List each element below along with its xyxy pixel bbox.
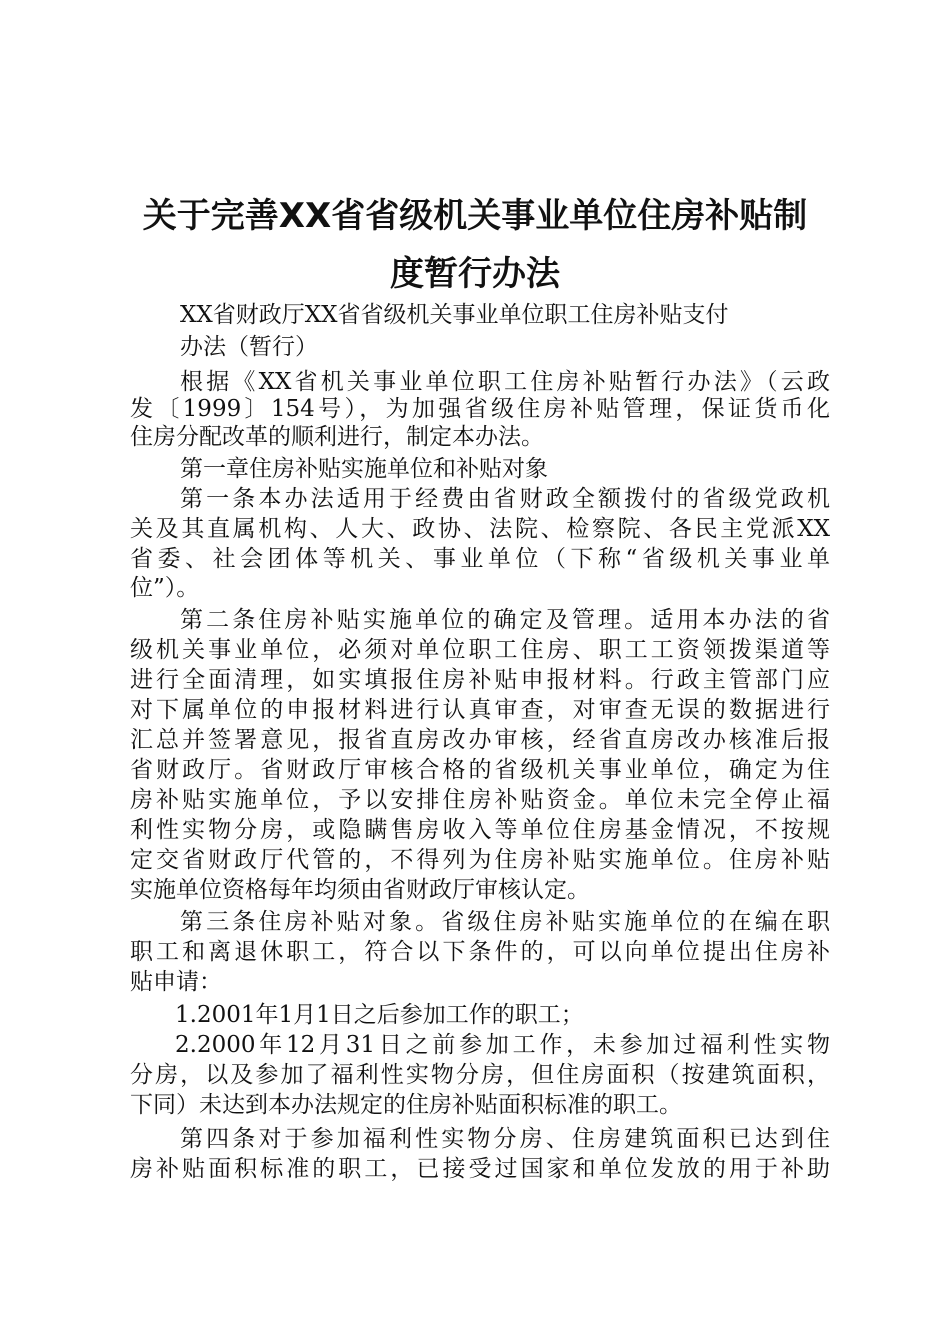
- paragraph-line: 省委、社会团体等机关、事业单位（下称“省级机关事业单: [130, 546, 830, 572]
- paragraph-line: 对下属单位的申报材料进行认真审查，对审查无误的数据进行: [130, 697, 830, 723]
- paragraph-line: 实施单位资格每年均须由省财政厅审核认定。: [130, 877, 590, 903]
- paragraph-line: 根据《XX省机关事业单位职工住房补贴暂行办法》（云政: [180, 369, 830, 395]
- subtitle-line-1: XX省财政厅XX省省级机关事业单位职工住房补贴支付: [180, 302, 729, 328]
- paragraph-line: 第二条住房补贴实施单位的确定及管理。适用本办法的省: [180, 607, 830, 633]
- paragraph-line: 汇总并签署意见，报省直房改办审核，经省直房改办核准后报: [130, 727, 830, 753]
- paragraph-line: 利性实物分房，或隐瞒售房收入等单位住房基金情况，不按规: [130, 817, 830, 843]
- document-title-line-1: 关于完善XX省省级机关事业单位住房补贴制: [142, 196, 808, 236]
- paragraph-line: 省财政厅。省财政厅审核合格的省级机关事业单位，确定为住: [130, 757, 830, 783]
- paragraph-line: 贴申请：: [130, 969, 222, 995]
- list-item: 1.2001年1月1日之后参加工作的职工；: [175, 1002, 584, 1028]
- list-item: 2.2000年12月31日之前参加工作，未参加过福利性实物: [175, 1032, 830, 1058]
- document-title-line-2: 度暂行办法: [390, 254, 560, 294]
- paragraph-line: 位”）。: [130, 575, 200, 601]
- paragraph-line: 级机关事业单位，必须对单位职工住房、职工工资领拨渠道等: [130, 637, 830, 663]
- paragraph-line: 分房，以及参加了福利性实物分房，但住房面积（按建筑面积，: [130, 1062, 830, 1088]
- paragraph-line: 下同）未达到本办法规定的住房补贴面积标准的职工。: [130, 1092, 682, 1118]
- paragraph-line: 第四条对于参加福利性实物分房、住房建筑面积已达到住: [180, 1126, 830, 1152]
- paragraph-line: 第一条本办法适用于经费由省财政全额拨付的省级党政机: [180, 486, 830, 512]
- subtitle-line-2: 办法（暂行）: [180, 334, 318, 360]
- paragraph-line: 进行全面清理，如实填报住房补贴申报材料。行政主管部门应: [130, 667, 830, 693]
- paragraph-line: 住房分配改革的顺利进行，制定本办法。: [130, 424, 544, 450]
- paragraph-line: 发〔1999〕154号），为加强省级住房补贴管理，保证货币化: [130, 396, 830, 422]
- paragraph-line: 关及其直属机构、人大、政协、法院、检察院、各民主党派XX: [130, 516, 830, 542]
- chapter-heading: 第一章住房补贴实施单位和补贴对象: [180, 456, 548, 482]
- paragraph-line: 房补贴面积标准的职工，已接受过国家和单位发放的用于补助: [130, 1156, 830, 1182]
- paragraph-line: 房补贴实施单位，予以安排住房补贴资金。单位未完全停止福: [130, 787, 830, 813]
- paragraph-line: 第三条住房补贴对象。省级住房补贴实施单位的在编在职: [180, 909, 830, 935]
- paragraph-line: 职工和离退休职工，符合以下条件的，可以向单位提出住房补: [130, 939, 830, 965]
- paragraph-line: 定交省财政厅代管的，不得列为住房补贴实施单位。住房补贴: [130, 847, 830, 873]
